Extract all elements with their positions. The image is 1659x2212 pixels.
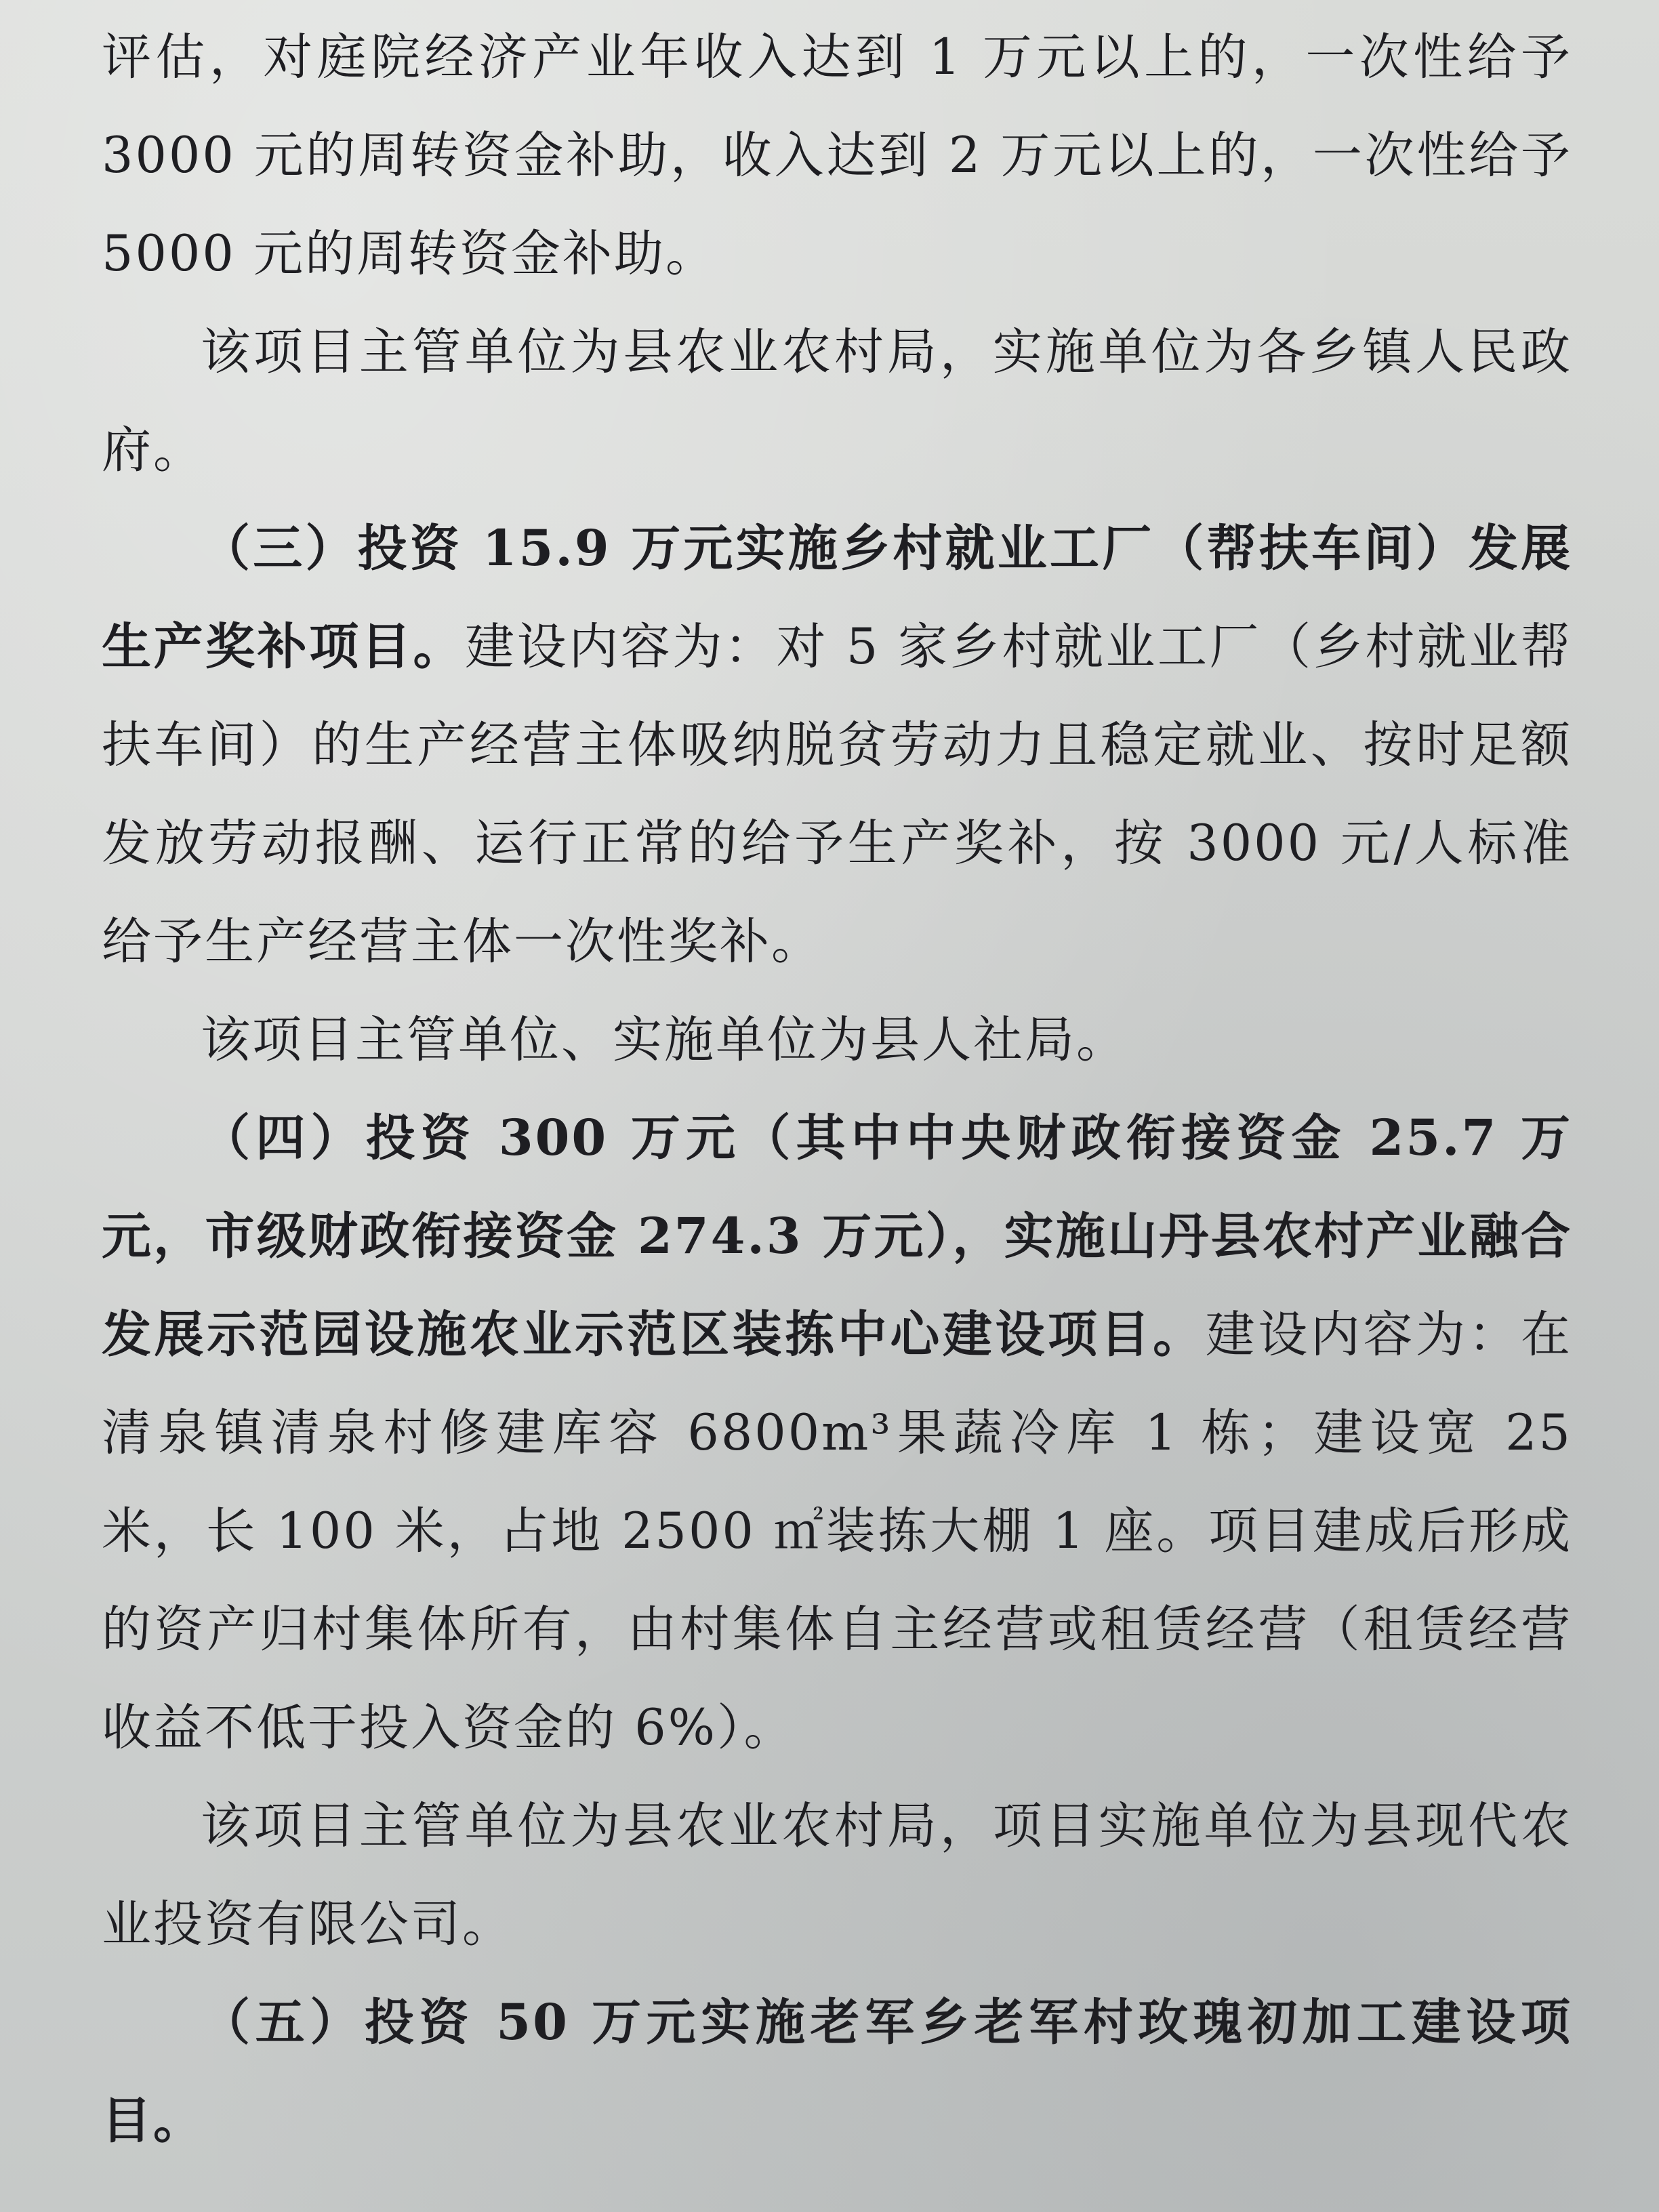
paragraph-text: 该项目主管单位、实施单位为县人社局。 — [201, 1011, 1128, 1069]
paragraph-item4-authority — [102, 1777, 1572, 1973]
item-heading: （三）投资 15.9 万元实施乡村就业工厂（帮扶车间）发展生产奖补项目。 — [102, 519, 1572, 676]
paragraph-subsidy-tail — [102, 8, 1572, 303]
paragraph-text: 建设内容为：对 5 家乡村就业工厂（乡村就业帮扶车间）的生产经营主体吸纳脱贫劳动力且稳定就业、按时足额发放劳动报酬、运行正常的给予生产奖补，按 3000 元/人标准给予生产经营主体一次性奖补。 — [102, 618, 1573, 970]
paragraph-text: 该项目主管单位为县农业农村局，项目实施单位为县现代农业投资有限公司。 — [102, 1797, 1572, 1953]
item-heading: （四）投资 300 万元（其中中央财政衔接资金 25.7 万元，市级财政衔接资金 274.3 万元），实施山丹县农村产业融合发展示范园设施农业示范区装拣中心建设项目。 — [102, 1109, 1572, 1364]
paragraph-item3-authority — [102, 991, 1572, 1089]
paragraph-item2-authority — [102, 303, 1572, 499]
paragraph-text: 该项目主管单位为县农业农村局，实施单位为各乡镇人民政府。 — [102, 323, 1572, 479]
paragraph-item5-rose-processing — [102, 1973, 1572, 2170]
paragraph-item4-sorting-center — [102, 1089, 1572, 1777]
paragraph-text: 建设内容为：在清泉镇清泉村修建库容 6800m³果蔬冷库 1 栋；建设宽 25 米，长 100 米，占地 2500 ㎡装拣大棚 1 座。项目建成后形成的资产归村集体所有，由村集体自主经营或租赁经营（租赁经营收益不低于投入资金的 6%）。 — [102, 1306, 1573, 1757]
paragraph-text: 评估，对庭院经济产业年收入达到 1 万元以上的，一次性给予3000 元的周转资金补助，收入达到 2 万元以上的，一次性给予5000 元的周转资金补助。 — [102, 28, 1572, 283]
item-heading: （五）投资 50 万元实施老军乡老军村玫瑰初加工建设项目。 — [102, 1993, 1572, 2150]
paragraph-item3-rural-factory — [102, 499, 1572, 991]
document-body — [102, 8, 1572, 2170]
